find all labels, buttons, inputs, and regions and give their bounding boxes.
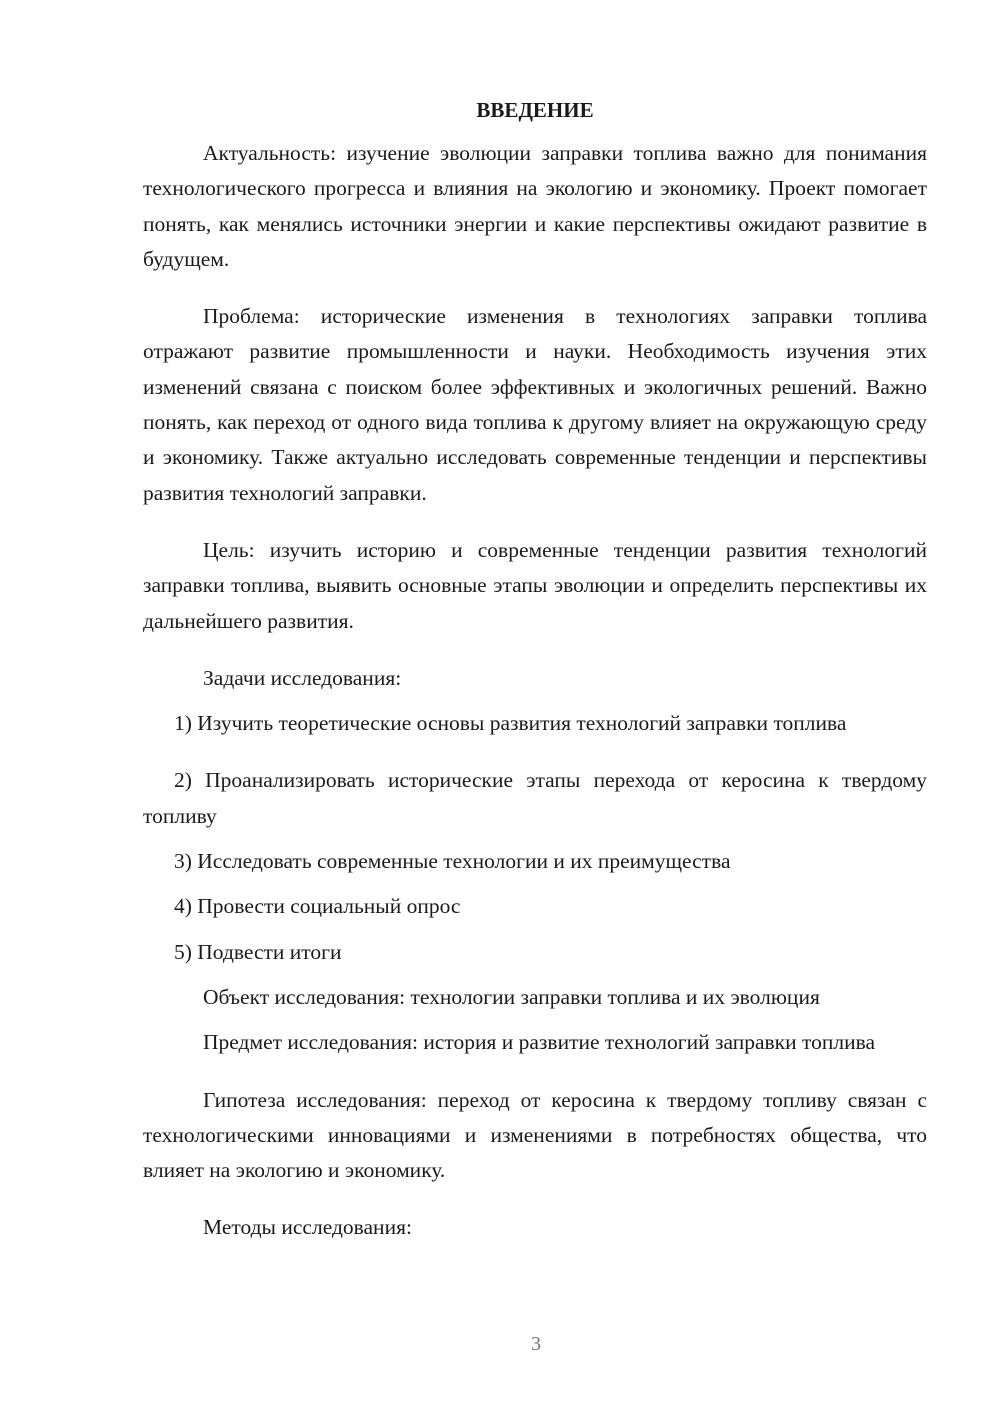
- task-item-4: 4) Провести социальный опрос: [174, 894, 461, 919]
- page-number: 3: [531, 1333, 541, 1355]
- paragraph-relevance: Актуальность: изучение эволюции заправки топлива важно для понимания технологического прогресса и влияния на экологию и экономику. Проект помогает понять, как менялись источники энергии и какие перспективы ожидают развитие в будущем.: [143, 141, 927, 271]
- tasks-heading: Задачи исследования:: [203, 665, 402, 690]
- document-page: [143, 92, 927, 1246]
- page-title: ВВЕДЕНИЕ: [476, 98, 594, 122]
- methods-heading: Методы исследования:: [203, 1215, 412, 1240]
- paragraph-subject: Предмет исследования: история и развитие технологий заправки топлива: [203, 1030, 876, 1055]
- task-item-3: 3) Исследовать современные технологии и их преимущества: [174, 849, 731, 874]
- paragraph-hypothesis: Гипотеза исследования: переход от керосина к твердому топливу связан с технологическими инновациями и изменениями в потребностях общества, что влияет на экологию и экономику.: [143, 1087, 927, 1183]
- paragraph-goal: Цель: изучить историю и современные тенденции развития технологий заправки топлива, выявить основные этапы эволюции и определить перспективы их дальнейшего развития.: [143, 537, 927, 633]
- paragraph-problem: Проблема: исторические изменения в технологиях заправки топлива отражают развитие промышленности и науки. Необходимость изучения этих изменений связана с поиском более эффективных и экологичных решений. Важно понять, как переход от одного вида топлива к другому влияет на окружающую среду и экономику. Также актуально исследовать современные тенденции и перспективы развития технологий заправки.: [143, 304, 927, 505]
- task-item-5: 5) Подвести итоги: [174, 939, 342, 964]
- paragraph-object: Объект исследования: технологии заправки топлива и их эволюция: [203, 984, 820, 1009]
- task-item-2: 2) Проанализировать исторические этапы перехода от керосина к твердому топливу: [143, 768, 927, 828]
- task-item-1: 1) Изучить теоретические основы развития технологий заправки топлива: [174, 711, 847, 736]
